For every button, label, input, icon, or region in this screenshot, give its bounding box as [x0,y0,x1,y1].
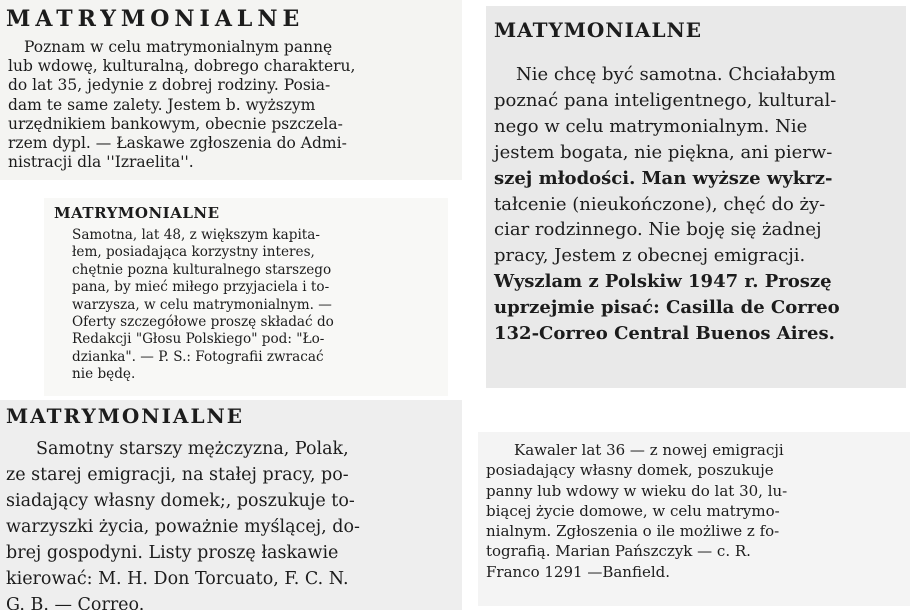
ad-body [8,38,355,172]
ad-line: tałcenie (nieukończone), chęć do ży- [494,193,826,215]
ad-line: tografią. Marian Pańszczyk — c. R. [486,542,751,561]
ad-heading: MATYMONIALNE [494,18,703,42]
ad-line: Wyszlam z Polskiw 1947 r. Proszę [494,271,832,293]
ad-line: warzyszki życia, poważnie myślącej, do- [6,517,360,537]
ad-line: chętnie pozna kulturalnego starszego [72,261,332,278]
ad-line: Samotna, lat 48, z większym kapita- [72,227,320,243]
ad-line: ze starej emigracji, na stałej pracy, po- [6,465,349,485]
ad-body [6,436,360,610]
ad-heading: MATRYMONIALNE [6,6,305,32]
ad-line: nego w celu matrymonialnym. Nie [494,115,808,137]
ad-clipping-2 [44,198,448,396]
ad-line: szej młodości. Man wyższe wykrz- [494,167,833,189]
ad-line: jestem bogata, nie piękna, ani pierw- [494,141,833,163]
ad-line: Kawaler lat 36 — z nowej emigracji [514,441,784,459]
ad-clipping-5 [478,432,910,606]
ad-line: rzem dypl. — Łaskawe zgłoszenia do Admi- [8,134,347,153]
ad-body [494,62,840,347]
ad-clipping-3 [486,6,906,388]
ad-line: dam te same zalety. Jestem b. wyższym [8,95,316,114]
ad-line: ciar rodzinnego. Nie boję się żadnej [494,219,822,241]
ad-heading: MATRYMONIALNE [54,204,220,222]
ad-line: uprzejmie pisać: Casilla de Correo [494,297,840,319]
ad-line: warzysza, w celu matrymonialnym. — [72,296,332,313]
ad-line: urzędnikiem bankowym, obecnie pszczela- [8,114,343,133]
ad-heading: MATRYMONIALNE [6,404,245,428]
ad-line: biącej życie domowe, w celu matrymo- [486,501,780,520]
ad-line: Redakcji "Głosu Polskiego" pod: "Ło- [72,331,325,348]
ad-line: pracy, Jestem z obecnej emigracji. [494,245,806,267]
ad-line: poznać pana inteligentnego, kultural- [494,89,837,111]
ad-clipping-1 [0,0,462,180]
ad-line: siadający własny domek;, poszukuje to- [6,491,355,511]
ad-line: 132-Correo Central Buenos Aires. [494,323,835,345]
ad-line: kierować: M. H. Don Torcuato, F. C. N. [6,569,349,589]
ad-line: Franco 1291 —Banfield. [486,562,670,581]
ad-line: dzianka". — P. S.: Fotografii zwracać [72,348,324,365]
ad-line: pana, by mieć miłego przyjaciela i to- [72,279,330,296]
ad-line: Oferty szczegółowe proszę składać do [72,314,334,331]
ad-line: nistracji dla ''Izraelita''. [8,153,194,172]
ad-line: G. B. — Correo. [6,595,145,610]
ad-line: lub wdowę, kulturalną, dobrego charakteru, [8,57,356,76]
ad-line: nialnym. Zgłoszenia o ile możliwe z fo- [486,522,780,541]
ad-line: panny lub wdowy w wieku do lat 30, lu- [486,481,788,500]
ad-line: posiadający własny domek, poszukuje [486,461,774,480]
ad-line: Poznam w celu matrymonialnym pannę [24,38,333,56]
ad-line: brej gospodyni. Listy proszę łaskawie [6,543,339,563]
ad-line: Samotny starszy mężczyzna, Polak, [36,439,349,459]
ad-line: nie będę. [72,366,136,383]
ad-line: łem, posiadająca korzystny interes, [72,244,315,261]
ad-clipping-4 [0,400,462,610]
ad-line: Nie chcę być samotna. Chciałabym [516,64,836,85]
ad-body [486,440,787,582]
ad-body [72,227,334,384]
ad-line: do lat 35, jedynie z dobrej rodziny. Posia- [8,76,331,95]
